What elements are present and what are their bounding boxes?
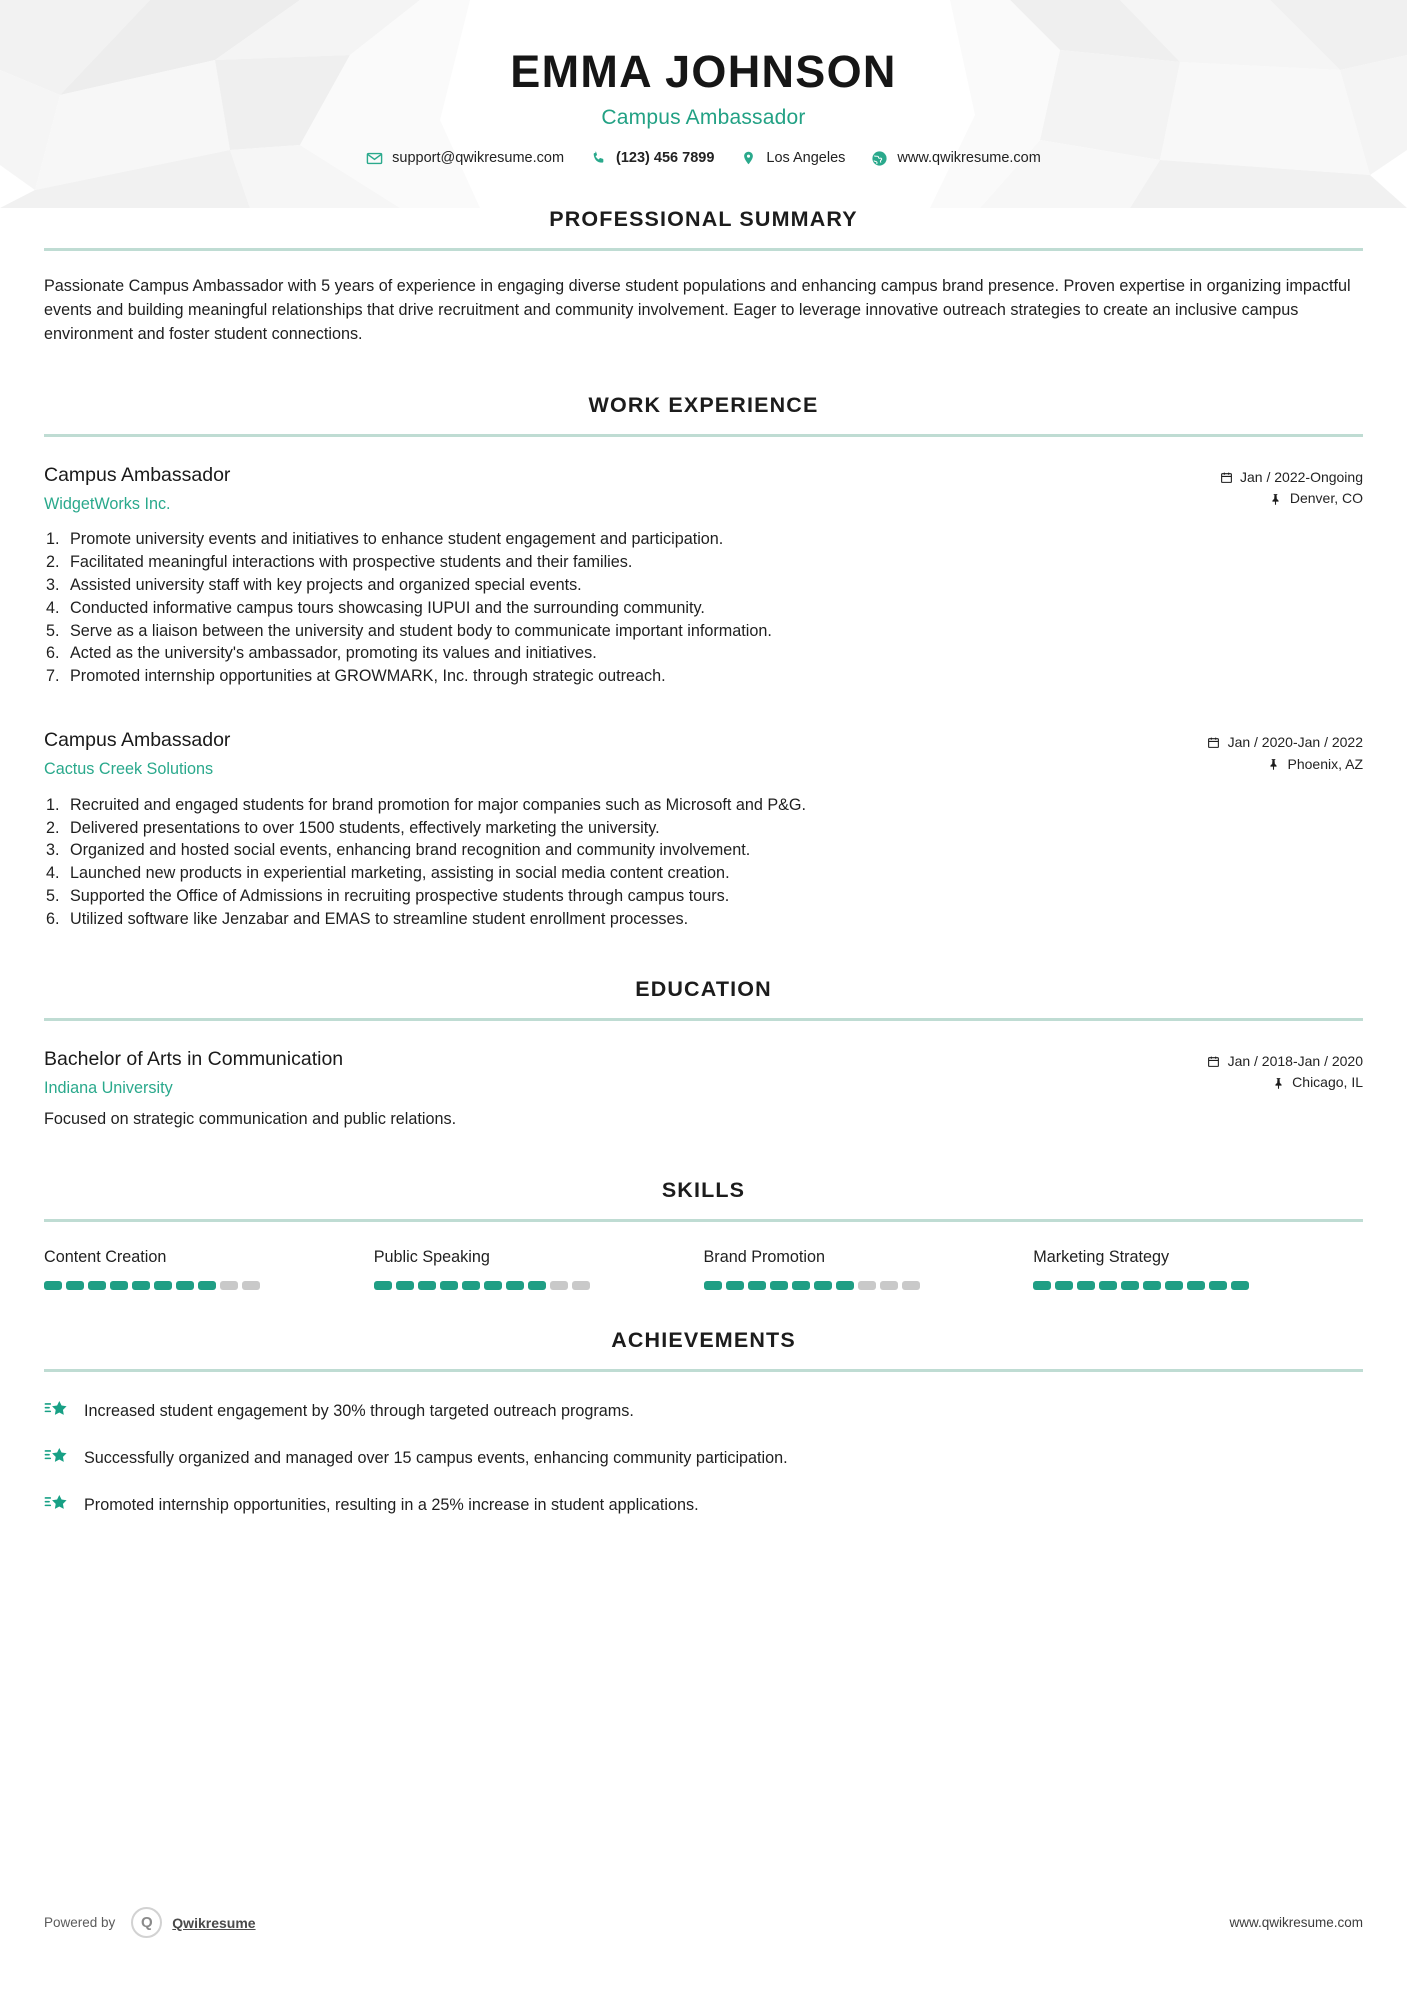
education-school: Indiana University xyxy=(44,1079,173,1098)
section-title-education: EDUCATION xyxy=(635,976,772,1001)
education-dates xyxy=(1207,1051,1363,1073)
skill-dash-filled xyxy=(1165,1281,1183,1290)
achievement-text: Increased student engagement by 30% through targeted outreach programs. xyxy=(84,1402,634,1421)
achievement-item xyxy=(44,1492,1363,1517)
star-achievement-icon xyxy=(44,1491,70,1517)
work-location xyxy=(1219,488,1363,510)
work-location xyxy=(1207,754,1363,776)
calendar-icon xyxy=(1219,470,1233,484)
skill-name: Content Creation xyxy=(44,1247,167,1266)
skill-dash-empty xyxy=(880,1281,898,1290)
skill-dash-empty xyxy=(858,1281,876,1290)
achievement-text: Promoted internship opportunities, resulting in a 25% increase in student applications. xyxy=(84,1496,699,1515)
footer-website[interactable]: www.qwikresume.com xyxy=(1229,1915,1363,1930)
work-bullet-item: 7. Promoted internship opportunities at GROWMARK, Inc. through strategic outreach. xyxy=(46,667,666,686)
section-professional-summary xyxy=(44,207,1363,347)
contact-location-text: Los Angeles xyxy=(766,150,846,167)
education-entry xyxy=(44,1047,1363,1132)
skill-dash-filled xyxy=(154,1281,172,1290)
work-location-text: Denver, CO xyxy=(1289,490,1363,507)
skill-dash-filled xyxy=(1187,1281,1205,1290)
footer-powered-by xyxy=(44,1907,256,1938)
resume-content xyxy=(0,167,1407,1518)
work-dates xyxy=(1219,467,1363,489)
section-divider xyxy=(44,1369,1363,1372)
skills-grid xyxy=(44,1248,1363,1290)
pushpin-icon xyxy=(1267,758,1281,772)
phone-icon xyxy=(590,150,607,167)
skill-dash-filled xyxy=(396,1281,414,1290)
work-bullet-item: 3. Organized and hosted social events, enhancing brand recognition and community involvement. xyxy=(46,841,751,860)
skill-dash-filled xyxy=(176,1281,194,1290)
section-title-skills: SKILLS xyxy=(661,1177,746,1202)
work-bullet-item: 3. Assisted university staff with key projects and organized special events. xyxy=(46,575,582,594)
work-entry-header xyxy=(44,463,1363,515)
work-bullet-text: Recruited and engaged students for brand promotion for major companies such as Microsoft and P&G. xyxy=(70,795,807,814)
section-title-work: WORK EXPERIENCE xyxy=(588,392,819,417)
calendar-icon xyxy=(1207,1055,1221,1069)
education-location-text: Chicago, IL xyxy=(1292,1074,1363,1091)
work-bullet-text: Promoted internship opportunities at GROWMARK, Inc. through strategic outreach. xyxy=(70,667,666,686)
skill-dash-filled xyxy=(440,1281,458,1290)
work-entry-header xyxy=(44,728,1363,780)
work-bullet-list xyxy=(44,528,1363,688)
work-bullet-item: 1. Promote university events and initiatives to enhance student engagement and participation. xyxy=(46,530,724,549)
work-bullet-text: Delivered presentations to over 1500 students, effectively marketing the university. xyxy=(70,818,660,837)
skill-dash-empty xyxy=(220,1281,238,1290)
skill-item xyxy=(374,1248,704,1290)
work-bullet-text: Acted as the university's ambassador, promoting its values and initiatives. xyxy=(70,644,597,663)
section-divider xyxy=(44,1018,1363,1021)
work-dates-text: Jan / 2020-Jan / 2022 xyxy=(1227,734,1363,751)
skill-name: Marketing Strategy xyxy=(1033,1247,1170,1266)
calendar-icon xyxy=(1207,736,1221,750)
skill-dash-filled xyxy=(132,1281,150,1290)
skill-name: Brand Promotion xyxy=(703,1247,825,1266)
skill-dash-filled xyxy=(726,1281,744,1290)
skill-dash-filled xyxy=(770,1281,788,1290)
footer-brand-link[interactable]: Qwikresume xyxy=(172,1914,256,1931)
work-dates xyxy=(1207,732,1363,754)
education-description: Focused on strategic communication and public relations. xyxy=(44,1110,457,1129)
skill-item xyxy=(1033,1248,1363,1290)
contact-location xyxy=(740,150,845,167)
work-bullet-text: Supported the Office of Admissions in recruiting prospective students through campus tours. xyxy=(70,887,730,906)
work-entry xyxy=(44,463,1363,689)
skill-rating-bar xyxy=(44,1281,334,1290)
map-pin-icon xyxy=(740,150,757,167)
pushpin-icon xyxy=(1269,492,1283,506)
skill-rating-bar xyxy=(374,1281,664,1290)
work-dates-text: Jan / 2022-Ongoing xyxy=(1240,468,1363,485)
achievement-item xyxy=(44,1398,1363,1423)
skill-dash-filled xyxy=(1033,1281,1051,1290)
skill-dash-filled xyxy=(44,1281,62,1290)
achievement-item xyxy=(44,1445,1363,1470)
envelope-icon xyxy=(366,150,383,167)
work-bullet-text: Assisted university staff with key projects and organized special events. xyxy=(70,575,582,594)
contact-phone-text: (123) 456 7899 xyxy=(616,150,715,167)
header-job-title: Campus Ambassador xyxy=(601,105,806,129)
work-bullet-item: 5. Supported the Office of Admissions in recruiting prospective students through campus tours. xyxy=(46,887,730,906)
skill-dash-filled xyxy=(704,1281,722,1290)
skill-dash-filled xyxy=(506,1281,524,1290)
skill-dash-filled xyxy=(748,1281,766,1290)
work-bullet-item: 5. Serve as a liaison between the university and student body to communicate important information. xyxy=(46,621,772,640)
section-divider xyxy=(44,248,1363,251)
contact-website-text: www.qwikresume.com xyxy=(897,150,1041,167)
contact-phone[interactable] xyxy=(590,150,714,167)
section-divider xyxy=(44,1219,1363,1222)
skill-dash-filled xyxy=(814,1281,832,1290)
work-bullet-text: Conducted informative campus tours showcasing IUPUI and the surrounding community. xyxy=(70,598,705,617)
skill-dash-filled xyxy=(484,1281,502,1290)
section-education xyxy=(44,977,1363,1132)
work-location-text: Phoenix, AZ xyxy=(1287,755,1363,772)
work-bullet-text: Serve as a liaison between the university and student body to communicate important information. xyxy=(70,621,772,640)
work-bullet-item: 1. Recruited and engaged students for brand promotion for major companies such as Microsoft and P&G. xyxy=(46,795,807,814)
pushpin-icon xyxy=(1271,1076,1285,1090)
section-skills xyxy=(44,1178,1363,1290)
work-bullet-item: 4. Conducted informative campus tours showcasing IUPUI and the surrounding community. xyxy=(46,598,705,617)
skill-dash-filled xyxy=(462,1281,480,1290)
skill-dash-filled xyxy=(110,1281,128,1290)
skill-dash-filled xyxy=(198,1281,216,1290)
qwikresume-logo-icon: Q xyxy=(131,1907,162,1938)
footer-powered-by-label: Powered by xyxy=(44,1915,116,1930)
skill-dash-filled xyxy=(836,1281,854,1290)
skill-dash-filled xyxy=(1231,1281,1249,1290)
achievements-list xyxy=(44,1398,1363,1517)
skill-dash-filled xyxy=(1077,1281,1095,1290)
section-achievements xyxy=(44,1328,1363,1517)
achievement-text: Successfully organized and managed over 15 campus events, enhancing community participation. xyxy=(84,1449,788,1468)
skill-dash-empty xyxy=(572,1281,590,1290)
work-bullet-item: 6. Utilized software like Jenzabar and EMAS to streamline student enrollment processes. xyxy=(46,909,689,928)
work-bullet-text: Facilitated meaningful interactions with prospective students and their families. xyxy=(70,552,633,571)
skill-dash-filled xyxy=(792,1281,810,1290)
work-role: Campus Ambassador xyxy=(44,729,231,752)
work-bullet-text: Promote university events and initiatives to enhance student engagement and participation. xyxy=(70,530,724,549)
skill-dash-empty xyxy=(550,1281,568,1290)
work-bullet-text: Organized and hosted social events, enhancing brand recognition and community involvement. xyxy=(70,841,751,860)
education-degree: Bachelor of Arts in Communication xyxy=(44,1047,344,1070)
star-achievement-icon xyxy=(44,1444,70,1470)
skill-dash-filled xyxy=(418,1281,436,1290)
page-title: EMMA JOHNSON xyxy=(510,46,897,97)
skill-rating-bar xyxy=(704,1281,994,1290)
skill-dash-empty xyxy=(242,1281,260,1290)
skill-dash-filled xyxy=(66,1281,84,1290)
skill-dash-empty xyxy=(902,1281,920,1290)
page-footer xyxy=(44,1907,1363,1938)
work-bullet-text: Utilized software like Jenzabar and EMAS to streamline student enrollment processes. xyxy=(70,909,689,928)
skill-dash-filled xyxy=(88,1281,106,1290)
section-work-experience xyxy=(44,393,1363,931)
resume-header xyxy=(0,0,1407,167)
globe-icon xyxy=(871,150,888,167)
contact-row xyxy=(0,150,1407,167)
skill-dash-filled xyxy=(1055,1281,1073,1290)
skill-rating-bar xyxy=(1033,1281,1363,1290)
skill-dash-filled xyxy=(374,1281,392,1290)
contact-website[interactable] xyxy=(871,150,1040,167)
section-title-achievements: ACHIEVEMENTS xyxy=(611,1328,796,1353)
work-company: Cactus Creek Solutions xyxy=(44,760,214,779)
skill-dash-filled xyxy=(528,1281,546,1290)
education-dates-text: Jan / 2018-Jan / 2020 xyxy=(1227,1052,1363,1069)
education-location xyxy=(1207,1072,1363,1094)
work-bullet-item: 2. Delivered presentations to over 1500 students, effectively marketing the university. xyxy=(46,818,660,837)
contact-email[interactable] xyxy=(366,150,564,167)
work-bullet-item: 2. Facilitated meaningful interactions with prospective students and their families. xyxy=(46,552,633,571)
skill-dash-filled xyxy=(1209,1281,1227,1290)
skill-dash-filled xyxy=(1099,1281,1117,1290)
summary-text: Passionate Campus Ambassador with 5 years of experience in engaging diverse student populations and enhancing campus brand presence. Proven expertise in organizing impactful events and building meaningful relationships that drive recruitment and community involvement. Eager to leverage innovative outreach strategies to create an inclusive campus environment and foster student connections. xyxy=(44,276,1351,343)
work-bullet-text: Launched new products in experiential marketing, assisting in social media content creation. xyxy=(70,864,730,883)
contact-email-text: support@qwikresume.com xyxy=(392,150,565,167)
section-title-summary: PROFESSIONAL SUMMARY xyxy=(549,206,858,231)
work-company: WidgetWorks Inc. xyxy=(44,494,171,513)
work-bullet-item: 4. Launched new products in experiential marketing, assisting in social media content creation. xyxy=(46,864,730,883)
work-bullet-item: 6. Acted as the university's ambassador, promoting its values and initiatives. xyxy=(46,644,597,663)
work-bullet-list xyxy=(44,794,1363,931)
skill-dash-filled xyxy=(1121,1281,1139,1290)
education-entry-header xyxy=(44,1047,1363,1099)
section-divider xyxy=(44,434,1363,437)
skill-dash-filled xyxy=(1143,1281,1161,1290)
skill-item xyxy=(704,1248,1034,1290)
work-role: Campus Ambassador xyxy=(44,463,231,486)
work-entry xyxy=(44,728,1363,931)
skill-item xyxy=(44,1248,374,1290)
star-achievement-icon xyxy=(44,1397,70,1423)
skill-name: Public Speaking xyxy=(373,1247,490,1266)
